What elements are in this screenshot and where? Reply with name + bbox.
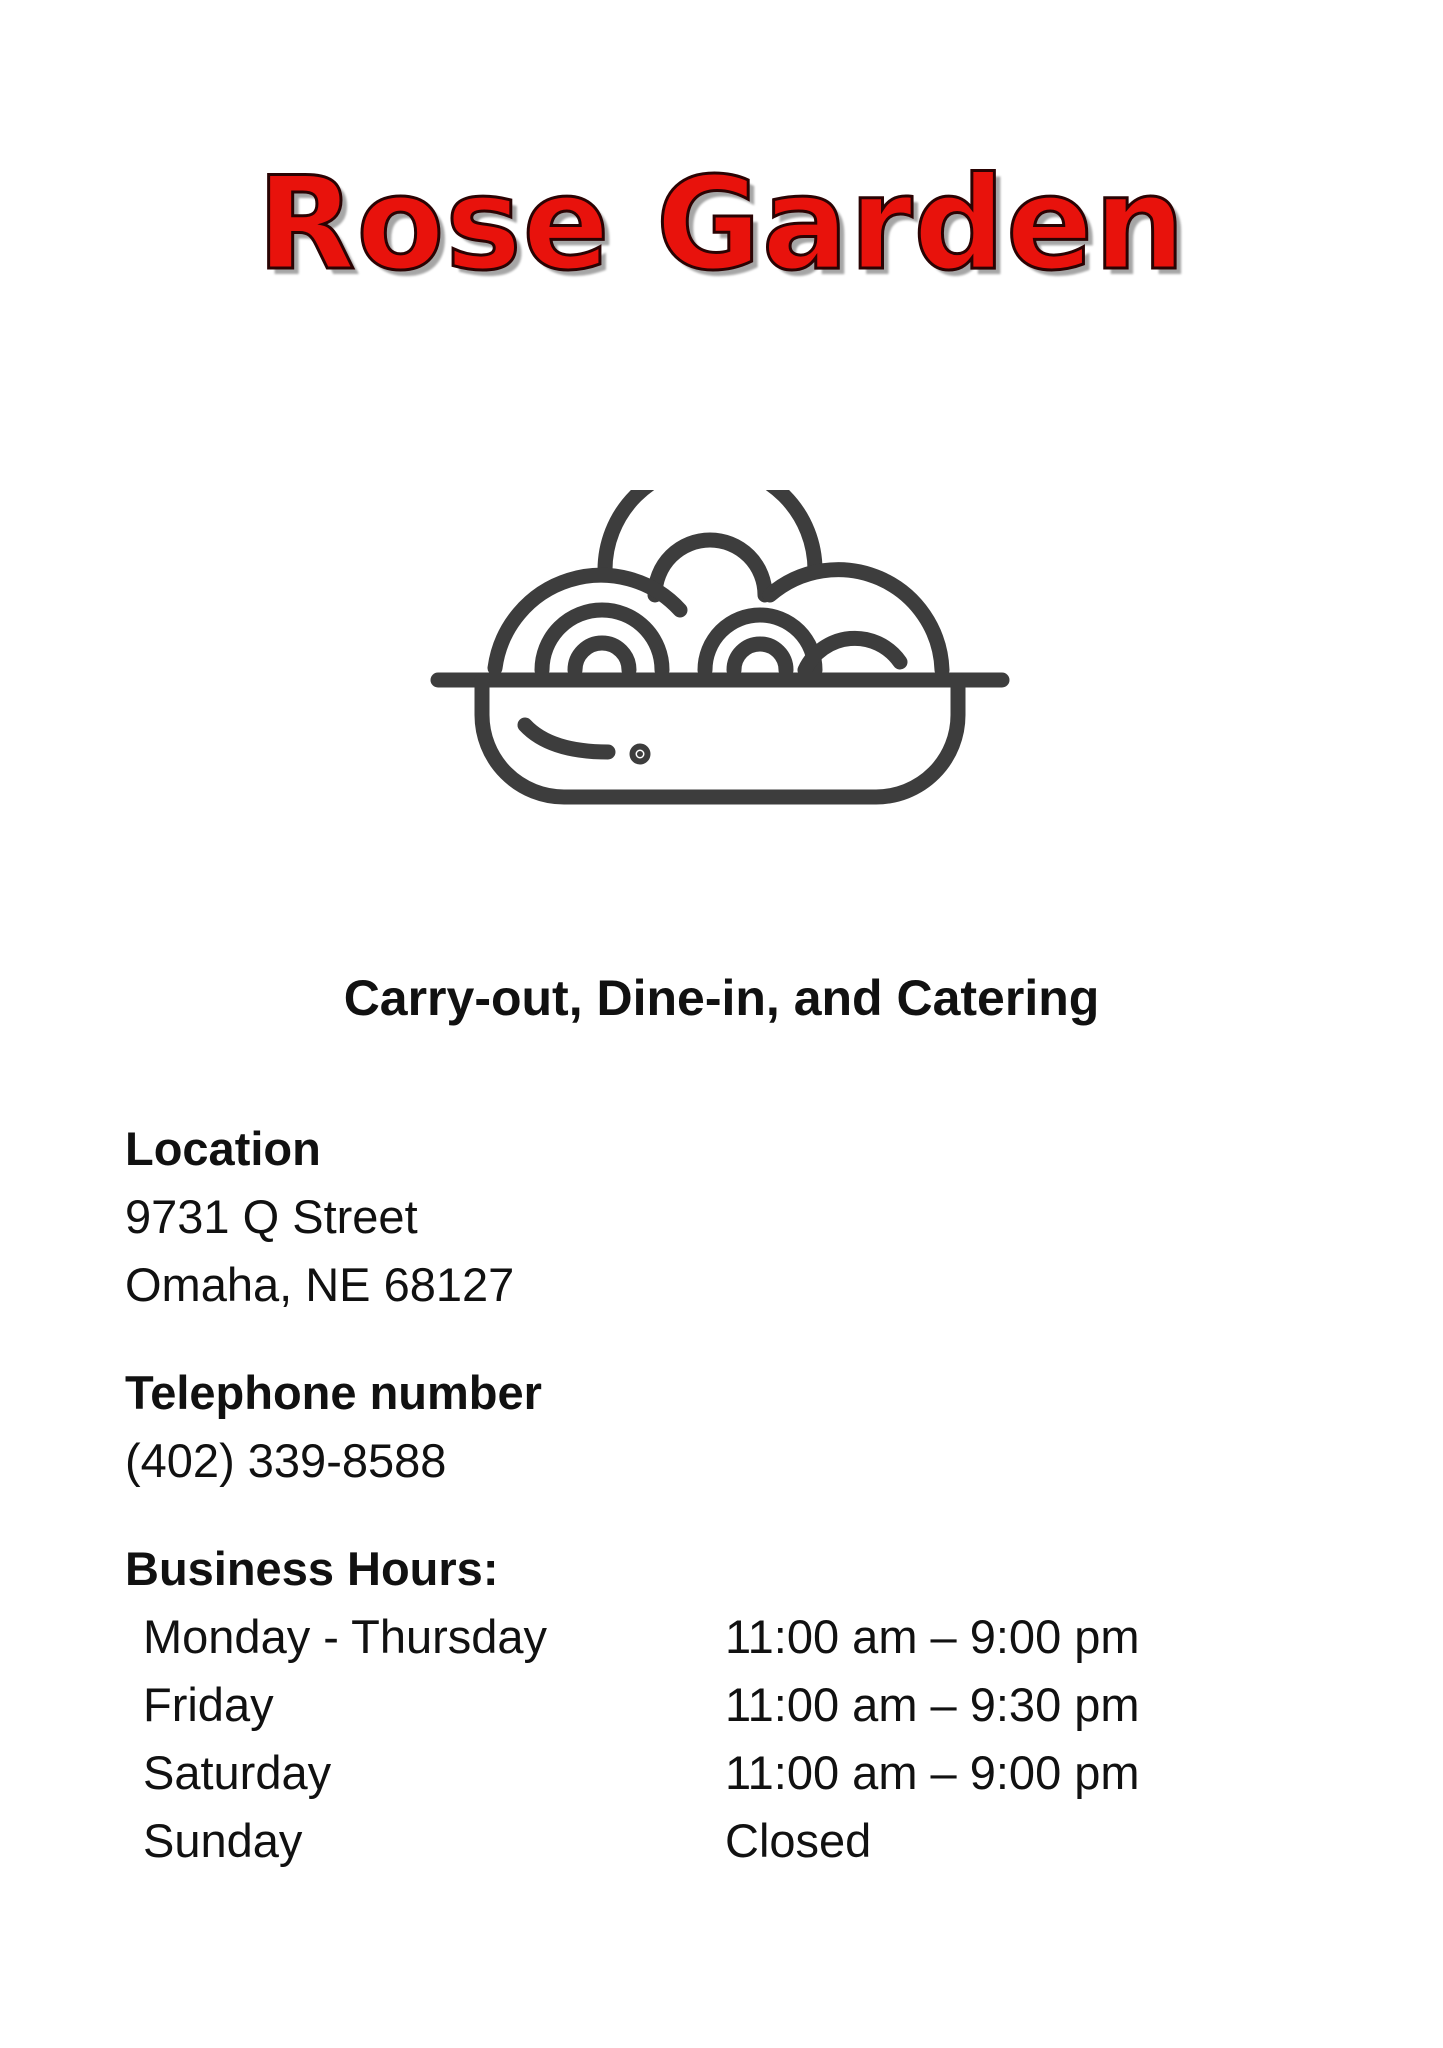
hours-time: 11:00 am – 9:00 pm [725,1746,1140,1799]
noodle-bowl-icon [430,490,1010,810]
hours-row [125,1603,1325,1671]
hours-day: Friday [143,1678,274,1731]
restaurant-title: Rose Garden [256,150,1187,299]
spacer [125,1319,1325,1359]
telephone-heading: Telephone number [125,1366,542,1419]
telephone-number: (402) 339-8588 [125,1434,447,1487]
hours-row [125,1807,1325,1875]
info-section [125,1115,1325,1875]
hours-table [125,1603,1325,1875]
hours-time: 11:00 am – 9:30 pm [725,1678,1140,1731]
hours-day: Saturday [143,1746,332,1799]
hours-row [125,1671,1325,1739]
spacer [125,1495,1325,1535]
hours-day: Monday - Thursday [143,1610,548,1663]
location-heading: Location [125,1122,321,1175]
hours-day: Sunday [143,1814,303,1867]
hours-heading: Business Hours: [125,1542,499,1595]
services-tagline: Carry-out, Dine-in, and Catering [343,970,1100,1026]
hours-row [125,1739,1325,1807]
address-line-1: 9731 Q Street [125,1190,418,1243]
address-line-2: Omaha, NE 68127 [125,1258,515,1311]
hours-time: Closed [725,1814,872,1867]
hours-time: 11:00 am – 9:00 pm [725,1610,1140,1663]
